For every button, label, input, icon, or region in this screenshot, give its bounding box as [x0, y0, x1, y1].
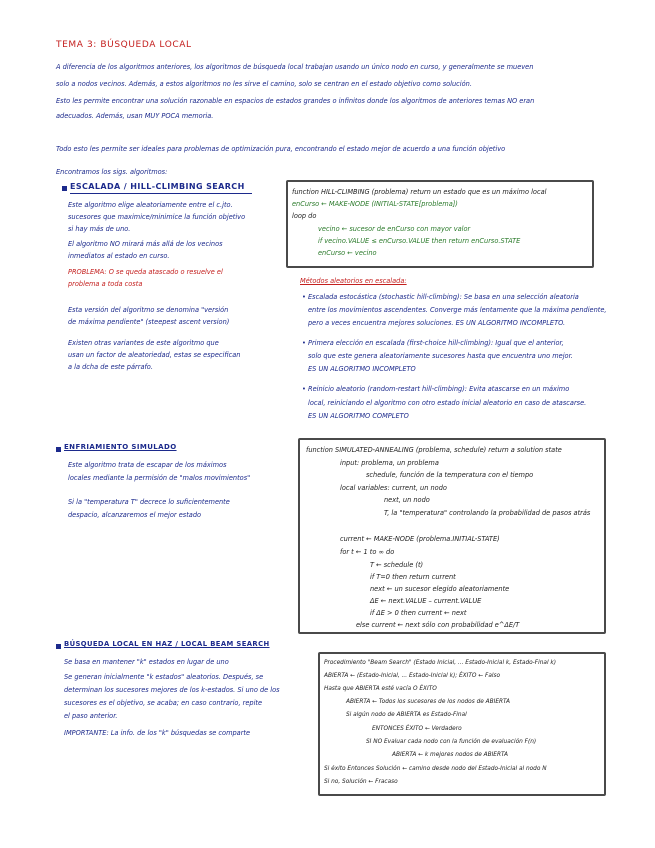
- hill-heading-rule: [70, 193, 252, 194]
- hill-code-2: enCurso ← MAKE-NODE (INITIAL-STATE[problema]): [292, 200, 458, 208]
- hill-heading: ESCALADA / HILL-CLIMBING SEARCH: [70, 182, 245, 191]
- sa-code-7: current ← MAKE-NODE (problema.INITIAL-STATE): [340, 535, 500, 543]
- hill-version-1: Esta versión del algoritmo se denomina "versión: [68, 306, 229, 314]
- beam-code-10: Si no, Solución ← Fracaso: [324, 779, 398, 785]
- sa-code-9: T ← schedule (t): [370, 561, 424, 569]
- ideal-line: Todo esto les permite ser ideales para problemas de optimización pura, encontrando el estado mejor de acuerdo a una función objetivo: [56, 145, 506, 153]
- hill-code-5: if vecino.VALUE ≤ enCurso.VALUE then return enCurso.STATE: [318, 237, 521, 245]
- method-3-line-2: local, reiniciando el algoritmo con otro estado inicial aleatorio en caso de atascarse.: [308, 399, 587, 407]
- hill-variants-3: a la dcha de este párrafo.: [68, 363, 153, 371]
- sa-code-12: ΔE ← next.VALUE – current.VALUE: [370, 597, 482, 605]
- method-1-line-3: pero a veces encuentra mejores soluciones. ES UN ALGORITMO INCOMPLETO.: [308, 319, 566, 327]
- hill-line-3: si hay más de uno.: [68, 225, 131, 233]
- sa-line-2: locales mediante la permisión de "malos movimientos": [68, 474, 251, 482]
- page-title: TEMA 3: BÚSQUEDA LOCAL: [56, 40, 192, 50]
- beam-line-4: sucesores es el objetivo, se acaba; en caso contrario, repite: [64, 699, 263, 707]
- intro-line-3: Esto les permite encontrar una solución razonable en espacios de estados grandes o infinitos donde los algoritmos de anteriores temas NO eran: [56, 97, 535, 105]
- beam-line-5: el paso anterior.: [64, 712, 118, 720]
- found-line: Encontramos los sigs. algoritmos:: [56, 168, 168, 176]
- beam-heading: BÚSQUEDA LOCAL EN HAZ / LOCAL BEAM SEARCH: [64, 640, 270, 648]
- hill-variants-2: usan un factor de aleatoriedad, estas se especifican: [68, 351, 241, 359]
- beam-code-3: Hasta que ABIERTA esté vacía O ÉXITO: [324, 686, 437, 692]
- hill-code-6: enCurso ← vecino: [318, 249, 377, 257]
- hill-problem-1: PROBLEMA: O se queda atascado o resuelve el: [68, 268, 223, 276]
- beam-code-8: ABIERTA ← k mejores nodos de ABIERTA: [392, 752, 508, 758]
- method-2-line-3: ES UN ALGORITMO INCOMPLETO: [308, 365, 416, 373]
- method-3-line-3: ES UN ALGORITMO COMPLETO: [308, 412, 409, 420]
- methods-heading: Métodos aleatorios en escalada:: [300, 277, 407, 285]
- hill-problem-2: problema a toda costa: [68, 280, 143, 288]
- sa-temp-2: despacio, alcanzaremos el mejor estado: [68, 511, 202, 519]
- beam-code-2: ABIERTA ← (Estado-Inicial, ... Estado-Inicial k); ÉXITO ← Falso: [324, 673, 501, 679]
- method-3-line-1: • Reinicio aleatorio (random-restart hill-climbing): Evita atascarse en un máximo: [302, 385, 570, 393]
- hill-bullet: [62, 186, 67, 191]
- sa-temp-1: Si la "temperatura T" decrece lo suficientemente: [68, 498, 230, 506]
- sa-code-3: schedule, función de la temperatura con el tiempo: [366, 471, 534, 479]
- beam-bullet: [56, 644, 61, 649]
- hill-variants-1: Existen otras variantes de este algoritmo que: [68, 339, 219, 347]
- sa-code-6: T, la "temperatura" controlando la probabilidad de pasos atrás: [384, 509, 591, 517]
- beam-code-1: Procedimiento "Beam Search" (Estado Inicial, ... Estado-Inicial k, Estado-Final k): [324, 660, 557, 666]
- sa-bullet: [56, 447, 61, 452]
- hill-line-1: Este algoritmo elige aleatoriamente entre el c.jto.: [68, 201, 233, 209]
- sa-code-13: if ΔE > 0 then current ← next: [370, 609, 467, 617]
- intro-line-4: adecuados. Además, usan MUY POCA memoria.: [56, 112, 214, 120]
- beam-code-5: Si algún nodo de ABIERTA es Estado-Final: [346, 712, 467, 718]
- beam-line-2: Se generan inicialmente "k estados" aleatorios. Después, se: [64, 673, 264, 681]
- hill-line-5: inmediatos al estado en curso.: [68, 252, 170, 260]
- beam-code-7: SI NO Evaluar cada nodo con la función de evaluación F(n): [366, 739, 537, 745]
- hill-code-3: loop do: [292, 212, 317, 220]
- intro-line-1: A diferencia de los algoritmos anteriores, los algoritmos de búsqueda local trabajan usando un único nodo en curso, y generalmente se mueven: [56, 63, 534, 71]
- method-2-line-1: • Primera elección en escalada (first-choice hill-climbing): Igual que el anterior,: [302, 339, 564, 347]
- beam-line-1: Se basa en mantener "k" estados en lugar de uno: [64, 658, 229, 666]
- hill-line-2: sucesores que maximice/minimice la función objetivo: [68, 213, 246, 221]
- method-1-line-1: • Escalada estocástica (stochastic hill-climbing): Se basa en una selección aleatoria: [302, 293, 579, 301]
- sa-code-8: for t ← 1 to ∞ do: [340, 548, 395, 556]
- beam-code-9: Si éxito Entonces Solución ← camino desde nodo del Estado-Inicial al nodo N: [324, 766, 547, 772]
- intro-line-2: solo a nodos vecinos. Además, a estos algoritmos no les sirve el camino, solo se centran en el estado objetivo como solución.: [56, 80, 472, 88]
- sa-code-14: else current ← next sólo con probabilidad e^ΔE/T: [356, 621, 520, 629]
- beam-important: IMPORTANTE: La info. de los "k" búsquedas se comparte: [64, 729, 251, 737]
- hill-code-1: function HILL-CLIMBING (problema) return un estado que es un máximo local: [292, 188, 547, 196]
- sa-code-10: if T=0 then return current: [370, 573, 456, 581]
- sa-code-2: input: problema, un problema: [340, 459, 439, 467]
- method-1-line-2: entre los movimientos ascendentes. Converge más lentamente que la máxima pendiente,: [308, 306, 607, 314]
- sa-code-1: function SIMULATED-ANNEALING (problema, schedule) return a solution state: [306, 446, 562, 454]
- hill-version-2: de máxima pendiente" (steepest ascent version): [68, 318, 230, 326]
- beam-line-3: determinan los sucesores mejores de los k-estados. Si uno de los: [64, 686, 280, 694]
- method-2-line-2: solo que este genera aleatoriamente sucesores hasta que encuentra uno mejor.: [308, 352, 573, 360]
- beam-code-6: ENTONCES ÉXITO ← Verdadero: [372, 726, 462, 732]
- hill-line-4: El algoritmo NO mirará más allá de los vecinos: [68, 240, 223, 248]
- sa-code-11: next ← un sucesor elegido aleatoriamente: [370, 585, 510, 593]
- beam-code-4: ABIERTA ← Todos los sucesores de los nodos de ABIERTA: [346, 699, 510, 705]
- sa-line-1: Este algoritmo trata de escapar de los máximos: [68, 461, 227, 469]
- hill-code-4: vecino ← sucesor de enCurso con mayor valor: [318, 225, 471, 233]
- sa-heading: ENFRIAMIENTO SIMULADO: [64, 443, 177, 451]
- sa-code-5: next, un nodo: [384, 496, 430, 504]
- sa-code-4: local variables: current, un nodo: [340, 484, 447, 492]
